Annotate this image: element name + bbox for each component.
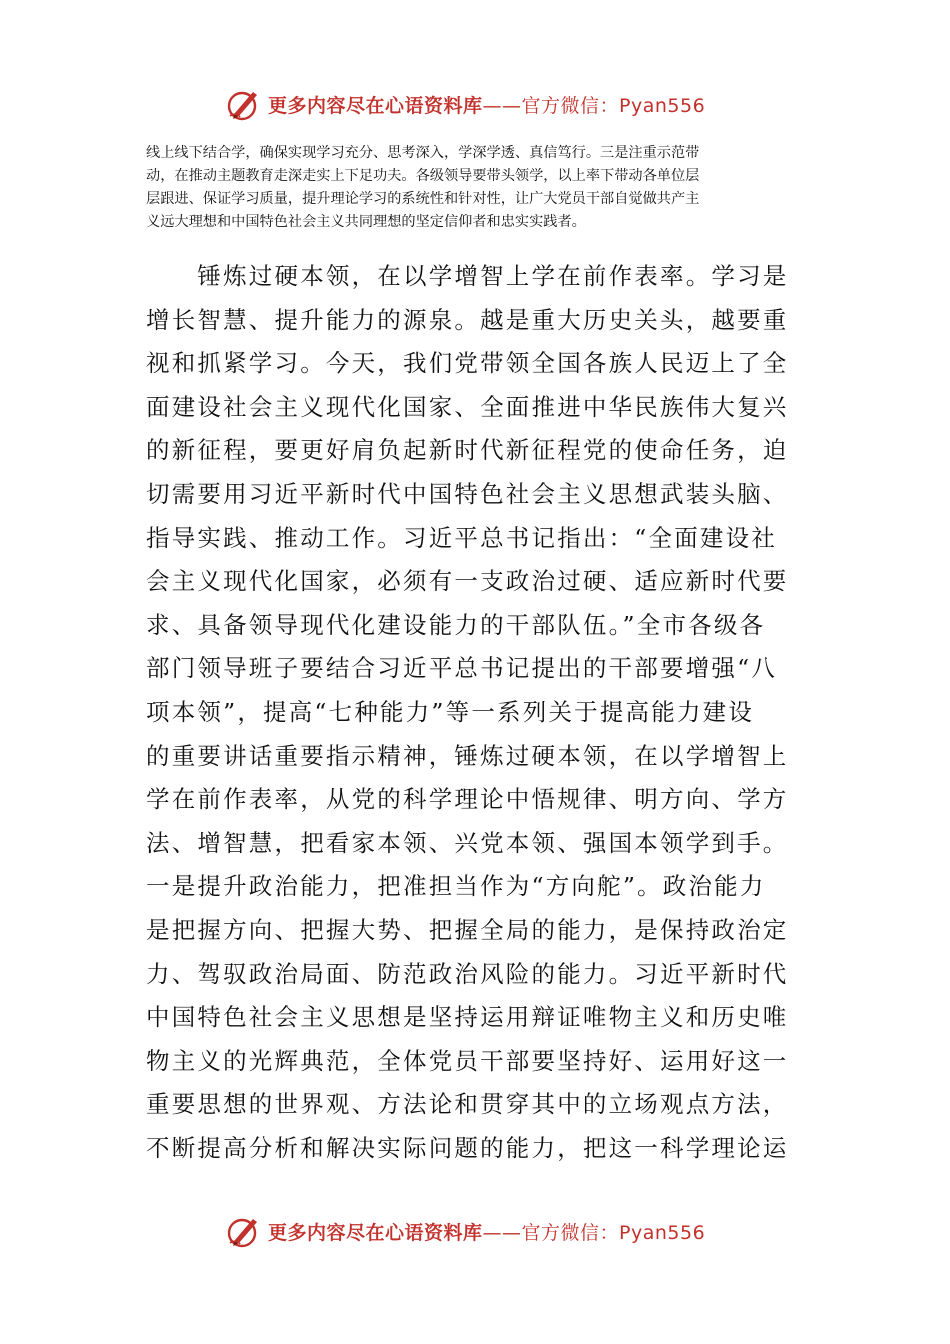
body-line: 项本领”，提高“七种能力”等一系列关于提高能力建设 xyxy=(146,697,755,726)
footer-banner xyxy=(0,1211,950,1251)
banner-official-label: 官方微信： xyxy=(521,1221,620,1244)
body-line: 面建设社会主义现代化国家、全面推进中华民族伟大复兴 xyxy=(146,392,789,421)
body-line: 部门领导班子要结合习近平总书记提出的干部要增强“八 xyxy=(146,654,778,683)
intro-line: 义远大理想和中国特色社会主义共同理想的坚定信仰者和忠实实践者。 xyxy=(146,214,586,230)
banner-separator: —— xyxy=(482,94,522,117)
body-line: 求、具备领导现代化建设能力的干部队伍。”全市各级各 xyxy=(146,610,766,639)
body-line: 学在前作表率，从党的科学理论中悟规律、明方向、学方 xyxy=(146,785,789,814)
header-banner xyxy=(0,84,950,124)
body-line: 的重要讲话重要指示精神，锤炼过硬本领，在以学增智上 xyxy=(146,741,789,770)
pen-writing-icon xyxy=(226,86,262,122)
banner-official-label: 官方微信： xyxy=(521,94,620,117)
body-line: 锤炼过硬本领，在以学增智上学在前作表率。学习是 xyxy=(146,262,789,290)
body-line: 中国特色社会主义思想是坚持运用辩证唯物主义和历史唯 xyxy=(146,1003,789,1032)
body-line: 一是提升政治能力，把准担当作为“方向舵”。政治能力 xyxy=(146,872,766,901)
body-line: 会主义现代化国家，必须有一支政治过硬、适应新时代要 xyxy=(146,567,789,596)
body-line: 切需要用习近平新时代中国特色社会主义思想武装头脑、 xyxy=(146,479,789,508)
body-line: 增长智慧、提升能力的源泉。越是重大历史关头，越要重 xyxy=(146,305,789,334)
banner-wechat-id: Pyan556 xyxy=(619,1221,706,1244)
body-line: 物主义的光辉典范，全体党员干部要坚持好、运用好这一 xyxy=(146,1046,789,1075)
intro-line: 层跟进、保证学习质量，提升理论学习的系统性和针对性，让广大党员干部自觉做共产主 xyxy=(146,191,700,207)
body-line: 力、驾驭政治局面、防范政治风险的能力。习近平新时代 xyxy=(146,959,789,988)
body-line: 重要思想的世界观、方法论和贯穿其中的立场观点方法， xyxy=(146,1090,789,1119)
banner-brand-text: 更多内容尽在心语资料库 xyxy=(268,1221,483,1244)
body-line: 指导实践、推动工作。习近平总书记指出：“全面建设社 xyxy=(146,523,778,552)
body-line: 视和抓紧学习。今天，我们党带领全国各族人民迈上了全 xyxy=(146,349,789,378)
banner-wechat-id: Pyan556 xyxy=(619,94,706,117)
body-line: 法、增智慧，把看家本领、兴党本领、强国本领学到手。 xyxy=(146,828,789,857)
body-line: 是把握方向、把握大势、把握全局的能力，是保持政治定 xyxy=(146,915,789,944)
body-line: 的新征程，要更好肩负起新时代新征程党的使命任务，迫 xyxy=(146,436,789,465)
banner-brand-text: 更多内容尽在心语资料库 xyxy=(268,94,483,117)
intro-paragraph xyxy=(146,142,806,234)
body-text xyxy=(146,255,806,1170)
intro-line: 动，在推动主题教育走深走实上下足功夫。各级领导要带头领学，以上率下带动各单位层 xyxy=(146,168,700,184)
intro-line: 线上线下结合学，确保实现学习充分、思考深入，学深学透、真信笃行。三是注重示范带 xyxy=(146,145,700,161)
body-line: 不断提高分析和解决实际问题的能力，把这一科学理论运 xyxy=(146,1133,789,1162)
pen-writing-icon xyxy=(226,1213,262,1249)
banner-separator: —— xyxy=(482,1221,522,1244)
